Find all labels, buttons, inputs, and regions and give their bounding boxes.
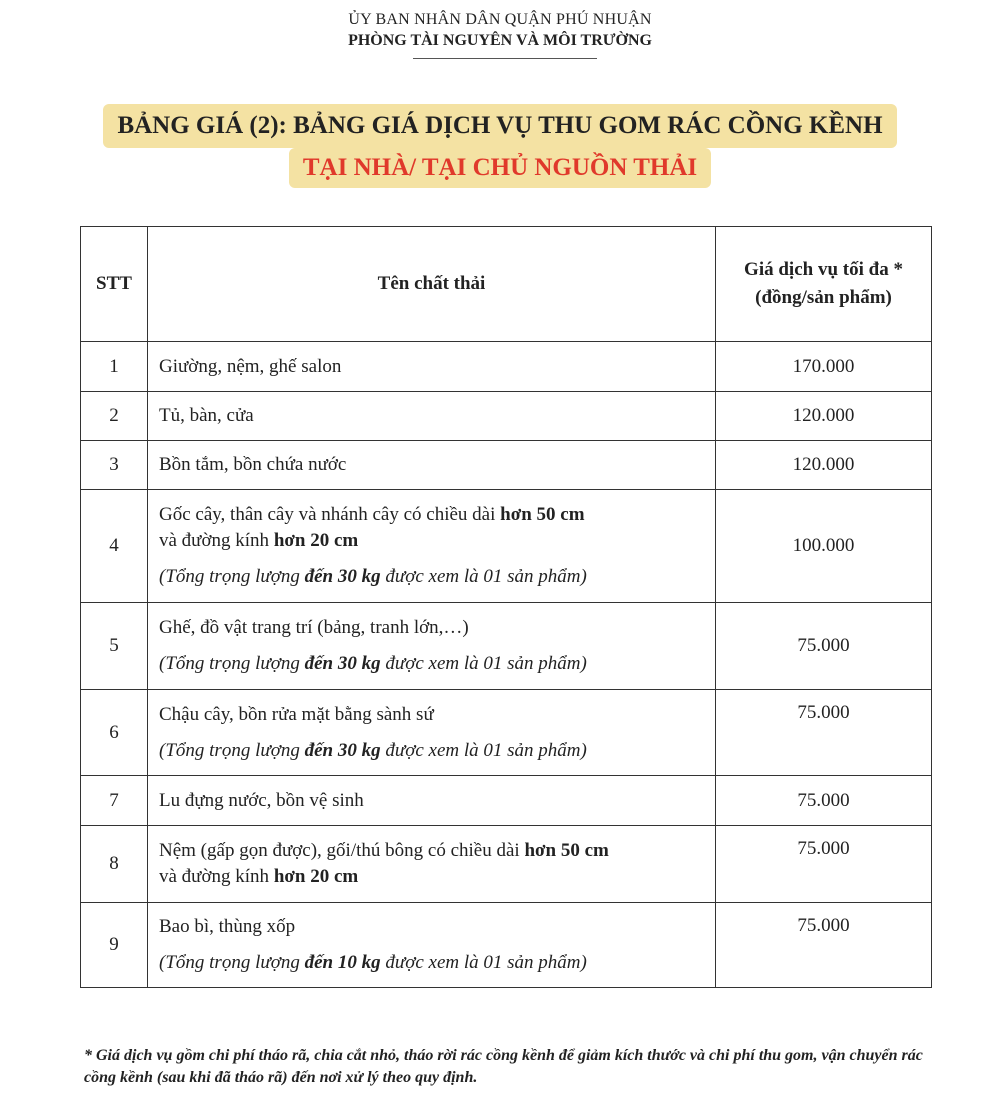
row-price: 75.000 — [716, 903, 932, 988]
row-price: 75.000 — [716, 776, 932, 826]
note-text: được xem là 01 sản phẩm) — [380, 952, 587, 973]
row-name-bold: hơn 50 cm — [524, 840, 609, 861]
row-name-line1: Ghế, đồ vật trang trí (bảng, tranh lớn,…) — [159, 617, 469, 638]
header-stt: STT — [81, 227, 148, 342]
table-row — [81, 392, 932, 441]
row-name — [148, 603, 716, 690]
row-stt: 2 — [81, 392, 148, 441]
table-row — [81, 342, 932, 392]
row-name — [148, 690, 716, 776]
row-price: 120.000 — [716, 392, 932, 441]
row-note — [159, 738, 703, 764]
header-price-line1: Giá dịch vụ tối đa * — [744, 259, 903, 280]
note-bold: đến 10 kg — [304, 952, 381, 973]
table-row — [81, 441, 932, 490]
row-stt: 3 — [81, 441, 148, 490]
price-table — [80, 226, 932, 988]
row-name: Lu đựng nước, bồn vệ sinh — [148, 776, 716, 826]
row-stt: 6 — [81, 690, 148, 776]
note-text: (Tổng trọng lượng — [159, 653, 305, 674]
row-name — [148, 826, 716, 903]
table-row — [81, 826, 932, 903]
row-price: 75.000 — [716, 826, 932, 903]
row-name: Bồn tắm, bồn chứa nước — [148, 441, 716, 490]
row-note — [159, 950, 703, 976]
title-text-1: BẢNG GIÁ (2): BẢNG GIÁ DỊCH VỤ THU GOM RÁC CỒNG KỀNH — [103, 104, 896, 148]
row-name-bold: hơn 20 cm — [273, 530, 359, 551]
row-name — [148, 903, 716, 988]
row-name — [148, 490, 716, 603]
row-stt: 8 — [81, 826, 148, 903]
row-name-line1 — [159, 502, 703, 528]
note-text: (Tổng trọng lượng — [159, 566, 305, 587]
row-name: Giường, nệm, ghế salon — [148, 342, 716, 392]
note-text: (Tổng trọng lượng — [159, 952, 305, 973]
row-name-line1: Bao bì, thùng xốp — [159, 916, 296, 937]
row-price: 170.000 — [716, 342, 932, 392]
agency-name: ỦY BAN NHÂN DÂN QUẬN PHÚ NHUẬN — [348, 11, 652, 28]
title-line-2 — [0, 148, 1000, 188]
note-bold: đến 30 kg — [304, 739, 381, 761]
row-price: 75.000 — [716, 690, 932, 776]
header-price-line2: (đồng/sản phẩm) — [755, 287, 892, 308]
row-name-text: Gốc cây, thân cây và nhánh cây có chiều dài — [159, 504, 501, 525]
row-stt: 1 — [81, 342, 148, 392]
footnote: * Giá dịch vụ gồm chi phí tháo rã, chia cắt nhỏ, tháo rời rác cồng kềnh để giảm kích thước và chi phí thu gom, vận chuyển rác cồng kềnh (sau khi đã tháo rã) đến nơi xử lý theo quy định. — [84, 1047, 923, 1086]
row-name-text: và đường kính — [159, 530, 274, 551]
row-name-line1: Chậu cây, bồn rửa mặt bằng sành sứ — [159, 703, 434, 725]
row-name: Tủ, bàn, cửa — [148, 392, 716, 441]
note-bold: đến 30 kg — [304, 653, 381, 674]
row-price: 100.000 — [716, 490, 932, 603]
row-note — [159, 564, 703, 590]
header-name: Tên chất thải — [148, 227, 716, 342]
row-note — [159, 651, 703, 677]
row-price: 120.000 — [716, 441, 932, 490]
row-stt: 4 — [81, 490, 148, 603]
table-row — [81, 603, 932, 690]
row-stt: 9 — [81, 903, 148, 988]
row-name-line2 — [159, 864, 703, 890]
row-name-text: và đường kính — [159, 866, 274, 887]
note-text: (Tổng trọng lượng — [159, 739, 305, 761]
title-text-2: TẠI NHÀ/ TẠI CHỦ NGUỒN THẢI — [289, 148, 711, 188]
note-text: được xem là 01 sản phẩm) — [380, 739, 587, 761]
row-name-line2 — [159, 528, 703, 554]
row-name-line1 — [159, 838, 703, 864]
row-price: 75.000 — [716, 603, 932, 690]
department-name: PHÒNG TÀI NGUYÊN VÀ MÔI TRƯỜNG — [348, 32, 652, 49]
title-line-1 — [0, 104, 1000, 148]
note-text: được xem là 01 sản phẩm) — [380, 566, 587, 587]
table-row — [81, 690, 932, 776]
row-stt: 5 — [81, 603, 148, 690]
row-stt: 7 — [81, 776, 148, 826]
table-row — [81, 776, 932, 826]
note-text: được xem là 01 sản phẩm) — [380, 653, 587, 674]
row-name-bold: hơn 20 cm — [273, 866, 359, 887]
row-name-bold: hơn 50 cm — [500, 504, 585, 525]
table-row — [81, 903, 932, 988]
header-divider — [413, 58, 597, 59]
header-price — [716, 227, 932, 342]
table-row — [81, 490, 932, 603]
table-header-row — [81, 227, 932, 342]
row-name-text: Nệm (gấp gọn được), gối/thú bông có chiều dài — [159, 840, 525, 861]
note-bold: đến 30 kg — [304, 566, 381, 587]
